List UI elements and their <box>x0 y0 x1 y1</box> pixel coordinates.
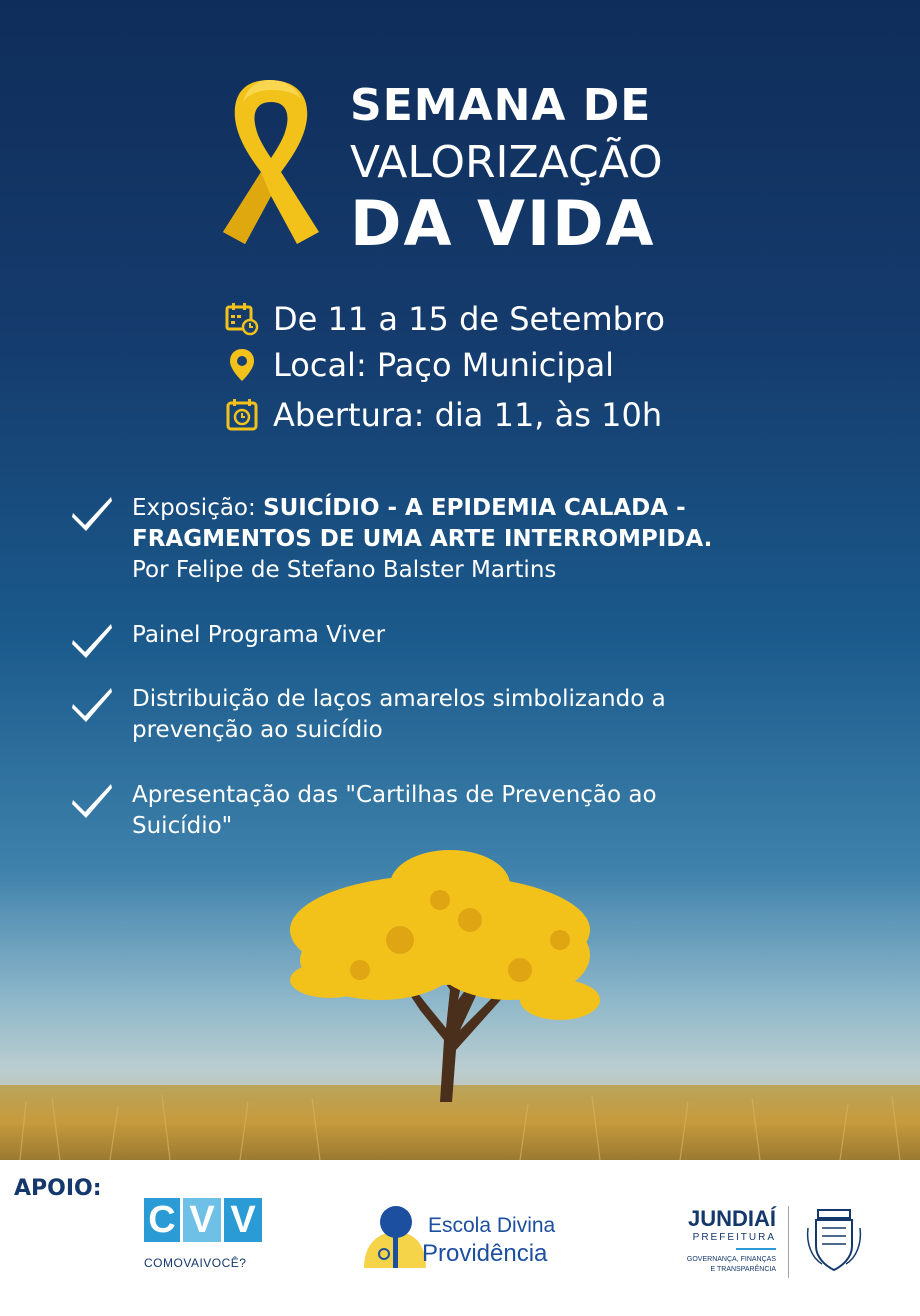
jundiai-name: JUNDIAÍ <box>687 1206 776 1231</box>
exposicao-title-1: SUICÍDIO - A EPIDEMIA CALADA - <box>263 495 686 521</box>
jundiai-dept-1: GOVERNANÇA, FINANÇAS <box>686 1256 776 1263</box>
exposicao-prefix: Exposição: <box>132 495 264 521</box>
jundiai-divider <box>736 1248 776 1250</box>
yellow-ipe-tree-image <box>0 840 920 1160</box>
opening-info <box>225 396 662 434</box>
exposicao-title-2: FRAGMENTOS DE UMA ARTE INTERROMPIDA. <box>132 526 713 552</box>
distribuicao-line-1: Distribuição de laços amarelos simbolizando a <box>132 686 666 712</box>
event-title <box>350 78 663 260</box>
location-pin-icon <box>225 348 259 382</box>
exposicao-author: Por Felipe de Stefano Balster Martins <box>132 557 557 583</box>
escola-line-1: Escola Divina <box>428 1214 556 1237</box>
title-line-1: SEMANA DE <box>350 80 652 131</box>
date-info <box>225 300 665 338</box>
location-info <box>225 346 614 384</box>
checkmark-icon <box>70 620 114 660</box>
checkmark-icon <box>70 780 114 820</box>
cvv-tagline: COMOVAIVOCÊ? <box>144 1256 247 1270</box>
jundiai-sub: PREFEITURA <box>692 1232 776 1243</box>
calendar-icon <box>225 398 259 432</box>
list-item-distribuicao <box>70 684 782 746</box>
location-text: Local: Paço Municipal <box>273 346 615 384</box>
cvv-letter-v2: V <box>224 1198 262 1242</box>
escola-logo <box>360 1200 580 1290</box>
escola-line-2: Providência <box>422 1240 548 1267</box>
apoio-label: APOIO: <box>14 1176 102 1201</box>
date-text: De 11 a 15 de Setembro <box>273 300 665 338</box>
title-line-2: VALORIZAÇÃO <box>350 137 663 188</box>
cartilhas-line-2: Suicídio" <box>132 813 233 839</box>
jundiai-dept-2: E TRANSPARÊNCIA <box>710 1266 776 1273</box>
title-line-3: DA VIDA <box>350 187 656 260</box>
opening-text: Abertura: dia 11, às 10h <box>273 396 663 434</box>
painel-text: Painel Programa Viver <box>132 622 386 648</box>
escola-emblem-icon <box>360 1204 430 1272</box>
sponsors-footer <box>0 1160 920 1316</box>
jundiai-vertical-divider <box>788 1206 789 1278</box>
cvv-letter-c: C <box>144 1198 180 1242</box>
list-item-painel <box>70 620 782 660</box>
checkmark-icon <box>70 684 114 724</box>
calendar-clock-icon <box>225 302 259 336</box>
list-item-exposicao <box>70 493 782 586</box>
cvv-letter-v1: V <box>183 1198 221 1242</box>
jundiai-logo <box>660 1206 900 1286</box>
list-item-cartilhas <box>70 780 782 842</box>
distribuicao-line-2: prevenção ao suicídio <box>132 717 383 743</box>
cartilhas-line-1: Apresentação das "Cartilhas de Prevenção ao <box>132 782 657 808</box>
cvv-logo <box>144 1198 264 1278</box>
coat-of-arms-icon <box>804 1208 864 1272</box>
yellow-ribbon-icon <box>205 72 335 262</box>
checkmark-icon <box>70 493 114 533</box>
